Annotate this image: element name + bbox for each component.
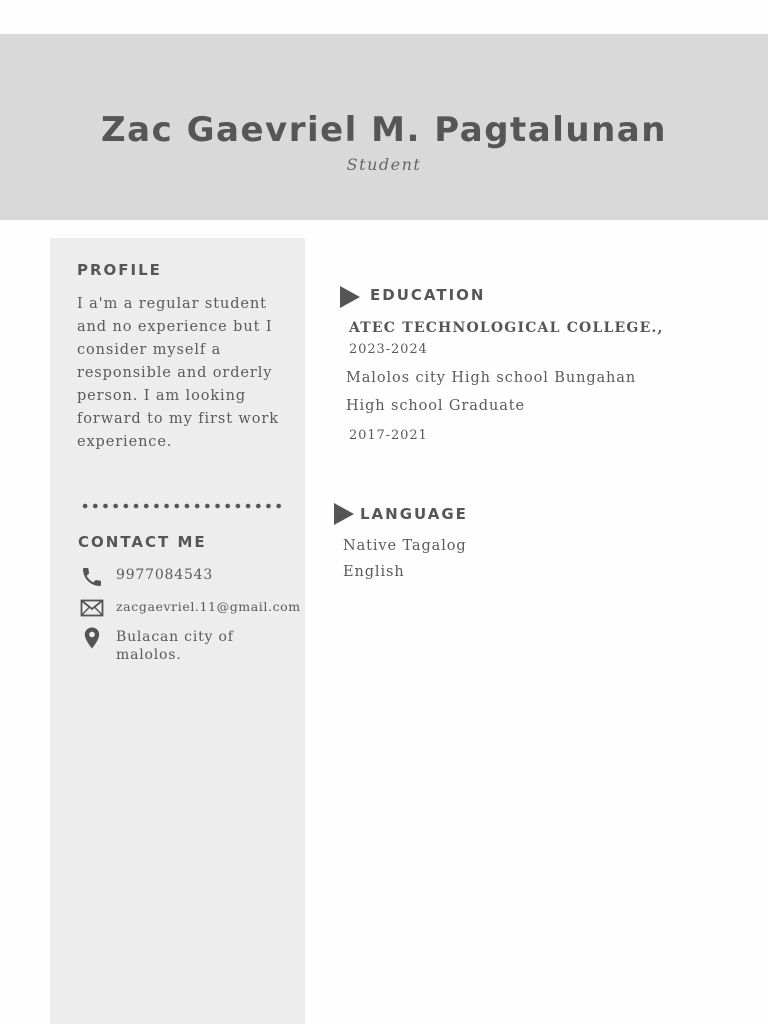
- highschool-name: Malolos city High school Bungahan: [346, 370, 637, 386]
- phone-icon: [80, 565, 104, 589]
- language-heading: LANGUAGE: [360, 505, 468, 523]
- mail-icon: [80, 596, 104, 620]
- phone-number: 9977084543: [116, 567, 214, 583]
- language-bullet-icon: [334, 503, 354, 525]
- education-bullet-icon: [340, 286, 360, 308]
- highschool-level: High school Graduate: [346, 398, 525, 414]
- language-item: Native Tagalog: [343, 538, 467, 554]
- dotted-divider: [80, 502, 284, 510]
- language-item: English: [343, 564, 405, 580]
- location-pin-icon: [80, 626, 104, 650]
- college-name: ATEC TECHNOLOGICAL COLLEGE.,: [349, 320, 664, 336]
- profile-text: I a'm a regular student and no experience but I consider myself a responsible and orderly person. I am looking forward to my first work experience.: [77, 296, 279, 450]
- contact-heading: CONTACT ME: [78, 533, 207, 551]
- profile-heading: PROFILE: [77, 261, 162, 279]
- person-role: Student: [346, 155, 422, 174]
- education-heading: EDUCATION: [370, 286, 486, 304]
- highschool-years: 2017-2021: [349, 428, 428, 443]
- email-address: zacgaevriel.11@gmail.com: [116, 599, 301, 614]
- college-years: 2023-2024: [349, 342, 428, 357]
- person-name: Zac Gaevriel M. Pagtalunan: [101, 110, 667, 150]
- address: Bulacan city of malolos.: [116, 629, 234, 663]
